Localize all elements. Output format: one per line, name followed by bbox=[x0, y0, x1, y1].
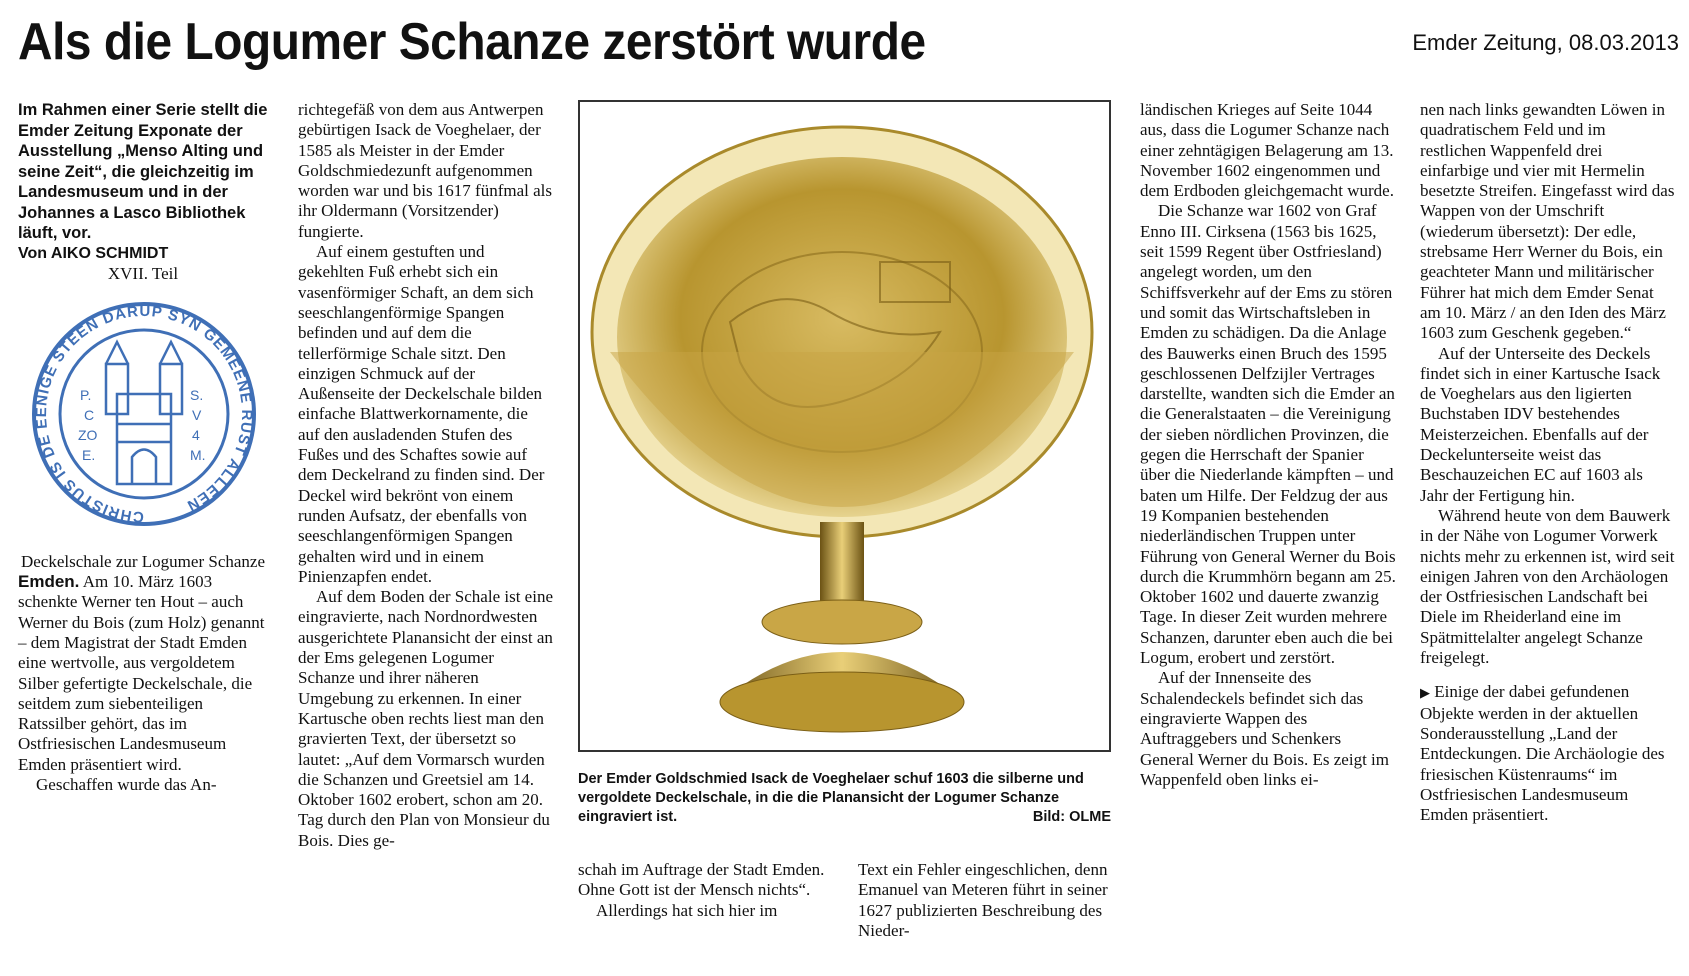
article-paragraph: Auf der Unterseite des Deckels findet sich in einer Kartusche Isack de Voeghelars aus den ligierten Buchstaben IDV bestehendes Meisterzeichen. Ebenfalls auf der Deckelunterseite weist das Beschauzeichen EC auf 1603 als Jahr der Fertigung hin. bbox=[1420, 343, 1661, 505]
column-4 bbox=[858, 860, 1113, 941]
article-paragraph: Geschaffen wurde das An- bbox=[36, 775, 217, 795]
headline: Als die Logumer Schanze zerstört wurde bbox=[18, 13, 926, 71]
seal-letter: C bbox=[84, 407, 95, 424]
caption-text: Der Emder Goldschmied Isack de Voeghelaer schuf 1603 die silberne und vergoldete Deckelschale, in die die Planansicht der Logumer Schanze eingraviert ist. bbox=[578, 771, 1084, 825]
article-paragraph: ländischen Krieges auf Seite 1044 aus, dass die Logumer Schanze nach einer zehntägigen Belagerung am 13. November 1602 eingenommen und dem Erdboden gleichgemacht wurde. bbox=[1140, 100, 1394, 201]
article-paragraph: schah im Auftrage der Stadt Emden. Ohne Gott ist der Mensch nichts“. bbox=[578, 860, 825, 900]
column-3 bbox=[578, 860, 828, 921]
article-paragraph: Auf dem Boden der Schale ist eine eingravierte, nach Nordnordwesten ausgerichtete Planansicht der einst an der Ems gelegenen Logumer Schanze und ihrer näheren Umgebung zu erkennen. In einer Kartusche oben rechts liest man den gravierten Text, der übersetzt so lautet: „Auf dem Vormarsch wurden die Schanzen und Greetsiel am 14. Oktober 1602 erobert, schon am 20. Tag durch den Plan von Monsieur du Bois. Dies ge- bbox=[298, 587, 553, 850]
article-paragraph: Allerdings hat sich hier im bbox=[596, 900, 778, 920]
byline: Von AIKO SCHMIDT bbox=[18, 244, 169, 262]
column-2 bbox=[298, 100, 553, 851]
photo-caption bbox=[578, 770, 1111, 827]
seal-ring-text: CHRISTUS IS DE EENIGE STEEN DARUP SYN GEMEENE RUST ALLEEN bbox=[32, 303, 256, 526]
gilded-cup-image bbox=[580, 102, 1109, 750]
article-text: Einige der dabei gefundenen Objekte werden in der aktuellen Sonderausstellung „Land der Entdeckungen. Die Archäologie des friesischen Küstenraums“ im Ostfriesischen Landesmuseum Emden präsentiert. bbox=[1420, 682, 1665, 825]
article-paragraph bbox=[1420, 682, 1675, 825]
arrow-right-icon: ▶ bbox=[1420, 685, 1430, 701]
column-5 bbox=[1140, 100, 1398, 790]
article-paragraph: Text ein Fehler eingeschlichen, denn Emanuel van Meteren führt in seiner 1627 publizierten Beschreibung des Nieder- bbox=[858, 860, 1108, 940]
seal-caption: Deckelschale zur Logumer Schanze bbox=[20, 552, 266, 572]
article-paragraph bbox=[18, 572, 268, 775]
article-paragraph: nen nach links gewandten Löwen in quadratischem Feld und im restlichen Wappenfeld drei einfarbige und vier mit Hermelin besetzte Streifen. Eingefasst wird das Wappen von der Umschrift (wiederum übersetzt): Der edle, strebsame Herr Werner du Bois, ein geachteter Mann und militärischer Führer hat mich dem Emder Senat am 10. März / an den Iden des März 1603 zum Geschenk gegeben.“ bbox=[1420, 100, 1675, 343]
column-1 bbox=[18, 100, 268, 795]
city-seal-image bbox=[24, 302, 264, 552]
article-paragraph: Auf der Innenseite des Schalendeckels befindet sich das eingravierte Wappen des Auftraggebers und Schenkers General Werner du Bois. Es zeigt im Wappenfeld oben links ei- bbox=[1140, 668, 1389, 789]
column-6 bbox=[1420, 100, 1675, 825]
article-text: Am 10. März 1603 schenkte Werner ten Hout – auch Werner du Bois (zum Holz) genannt – dem Magistrat der Stadt Emden eine wertvolle, aus vergoldetem Silber gefertigte Deckelschale, die seitdem zum siebenteiligen Ratssilber gehört, das im Ostfriesischen Landesmuseum Emden präsentiert wird. bbox=[18, 572, 265, 774]
seal-letter: 4 bbox=[192, 427, 200, 444]
seal-letter: P. bbox=[80, 387, 92, 404]
seal-letter: V bbox=[192, 407, 202, 424]
photo-credit: Bild: OLME bbox=[1032, 809, 1111, 825]
seal-letter: M. bbox=[190, 447, 206, 464]
article-paragraph: Die Schanze war 1602 von Graf Enno III. Cirksena (1563 bis 1625, seit 1599 Regent über Ostfriesland) angelegt worden, um den Schiffsverkehr auf der Ems zu stören und somit das Wirtschaftsleben in Emden zu schädigen. Da die Anlage des Bauwerks einen Bruch des 1595 geschlossenen Delfzijler Vertrages darstellte, wandten sich die Emder an die Generalstaaten – die Vereinigung der sieben nördlichen Provinzen, die gegen die Herrschaft der Spanier über die Niederlande kämpften – und baten um Hilfe. Der Feldzug der aus 19 Kompanien bestehenden niederländischen Truppen unter Führung von General Werner du Bois durch die Krummhörn begann am 25. Oktober 1602 und dauerte zwanzig Tage. In dieser Zeit wurden mehrere Schanzen, darunter eben auch die bei Logum, erobert und zerstört. bbox=[1140, 201, 1396, 668]
article-paragraph: Auf einem gestuften und gekehlten Fuß erhebt sich ein vasenförmiger Schaft, an dem sich seeschlangenförmige Spangen befinden und auf dem die tellerförmige Schale sitzt. Den einzigen Schmuck auf der Außenseite der Deckelschale bilden einfache Blattwerkornamente, die auf den ausladenden Stufen des Fußes und des Schaftes sowie auf dem Deckelrand zu finden sind. Der Deckel wird bekrönt von einem runden Aufsatz, der ebenfalls von seeschlangenförmigen Spangen gehalten wird und in einem Pinienzapfen endet. bbox=[298, 242, 545, 586]
seal-letter: S. bbox=[190, 387, 204, 404]
article-paragraph: richtegefäß von dem aus Antwerpen gebürtigen Isack de Voeghelaer, der 1585 als Meister in der Emder Goldschmiedezunft aufgenommen worden war und bis 1617 fünfmal als ihr Oldermann (Vorsitzender) fungierte. bbox=[298, 100, 553, 241]
article-paragraph: Während heute von dem Bauwerk in der Nähe von Logumer Vorwerk nichts mehr zu erkennen ist, wird seit einigen Jahren von den Archäologen der Ostfriesischen Landschaft bei Diele im Rheiderland eine im Spätmittelalter angelegt Schanze freigelegt. bbox=[1420, 505, 1675, 668]
intro-text: Im Rahmen einer Serie stellt die Emder Zeitung Exponate der Ausstellung „Menso Alting und seine Zeit“, die gleichzeitig im Landesmuseum und in der Johannes a Lasco Bibliothek läuft, vor. bbox=[18, 101, 268, 242]
cup-photo bbox=[578, 100, 1111, 752]
seal-letter: ZO bbox=[78, 427, 98, 444]
dateline: Emden. bbox=[18, 572, 80, 592]
seal-letter: E. bbox=[82, 447, 96, 464]
newspaper-source: Emder Zeitung, 08.03.2013 bbox=[1412, 30, 1679, 55]
series-part: XVII. Teil bbox=[107, 263, 179, 283]
